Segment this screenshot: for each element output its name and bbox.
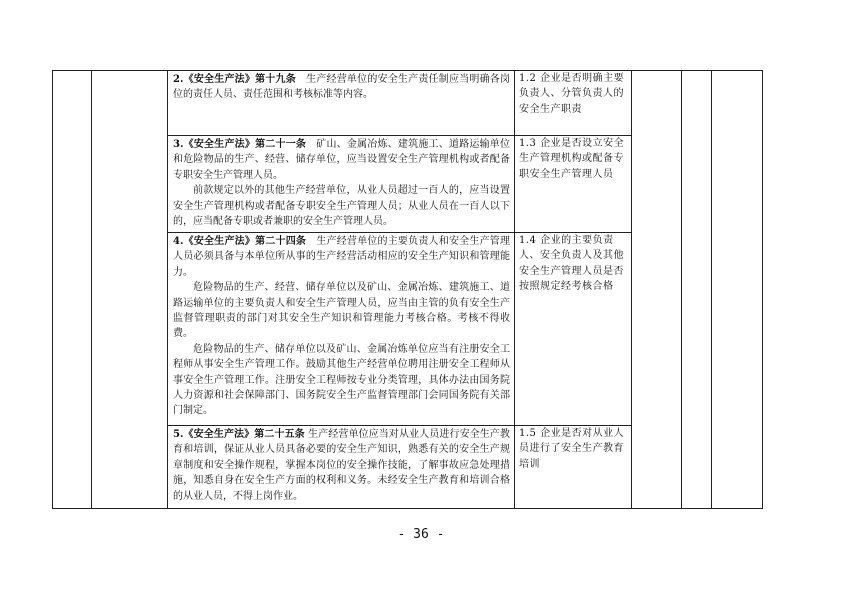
law-cell [168,71,515,136]
law-text: 危险物品的生产、储存单位以及矿山、金属冶炼单位应当有注册安全工程师从事安全生产管理工作。鼓励其他生产经营单位聘用注册安全工程师从事安全生产管理工作。注册安全工程师按专业分类管理，具体办法由国务院人力资源和社会保障部门、国务院安全生产监督管理部门会同国务院有关部门制定。 [173,343,510,417]
subcategory-cell [92,71,168,509]
law-text: 危险物品的生产、经营、储存单位以及矿山、金属冶炼、建筑施工、道路运输单位的主要负责人和安全生产管理人员，应当由主管的负有安全生产监督管理职责的部门对其安全生产知识和管理能力考核合格。考核不得收费。 [173,282,510,340]
blank-cell [682,71,712,509]
check-item: 1.3 企业是否设立安全生产管理机构或配备专职安全生产管理人员 [515,136,632,233]
check-item: 1.4 企业的主要负责人、安全负责人及其他安全生产管理人员是否按照规定经考核合格 [515,233,632,426]
blank-cell [712,71,763,509]
category-cell [53,71,92,509]
law-reference: 2.《安全生产法》第十九条 [173,74,296,85]
check-item: 1.2 企业是否明确主要负责人、分管负责人的安全生产职责 [515,71,632,136]
law-text: 矿山、金属冶炼、建筑施工、道路运输单位和危险物品的生产、经营、储存单位，应当设置安全生产管理机构或者配备专职安全生产管理人员。 [173,139,510,181]
page-number: - 36 - [397,527,445,542]
law-cell [168,426,515,509]
table-row [53,71,763,136]
regulation-table [52,70,763,509]
law-cell [168,233,515,426]
law-reference: 4.《安全生产法》第二十四条 [173,236,307,247]
law-text: 生产经营单位的主要负责人和安全生产管理人员必须具备与本单位所从事的生产经营活动相应的安全生产知识和管理能力。 [173,236,510,278]
law-text: 生产经营单位的安全生产责任制应当明确各岗位的责任人员、责任范围和考核标准等内容。 [173,74,510,101]
law-reference: 5.《安全生产法》第二十五条 [173,429,305,440]
law-cell [168,136,515,233]
check-item: 1.5 企业是否对从业人员进行了安全生产教育培训 [515,426,632,509]
blank-cell [632,71,682,509]
law-text: 生产经营单位应当对从业人员进行安全生产教育和培训，保证从业人员具备必要的安全生产知识，熟悉有关的安全生产规章制度和安全操作规程，掌握本岗位的安全操作技能，了解事故应急处理措施，知悉自身在安全生产方面的权利和义务。未经安全生产教育和培训合格的从业人员，不得上岗作业。 [173,429,510,502]
law-text: 前款规定以外的其他生产经营单位，从业人员超过一百人的，应当设置安全生产管理机构或者配备专职安全生产管理人员；从业人员在一百人以下的，应当配备专职或者兼职的安全生产管理人员。 [173,185,510,228]
law-reference: 3.《安全生产法》第二十一条 [173,139,307,150]
